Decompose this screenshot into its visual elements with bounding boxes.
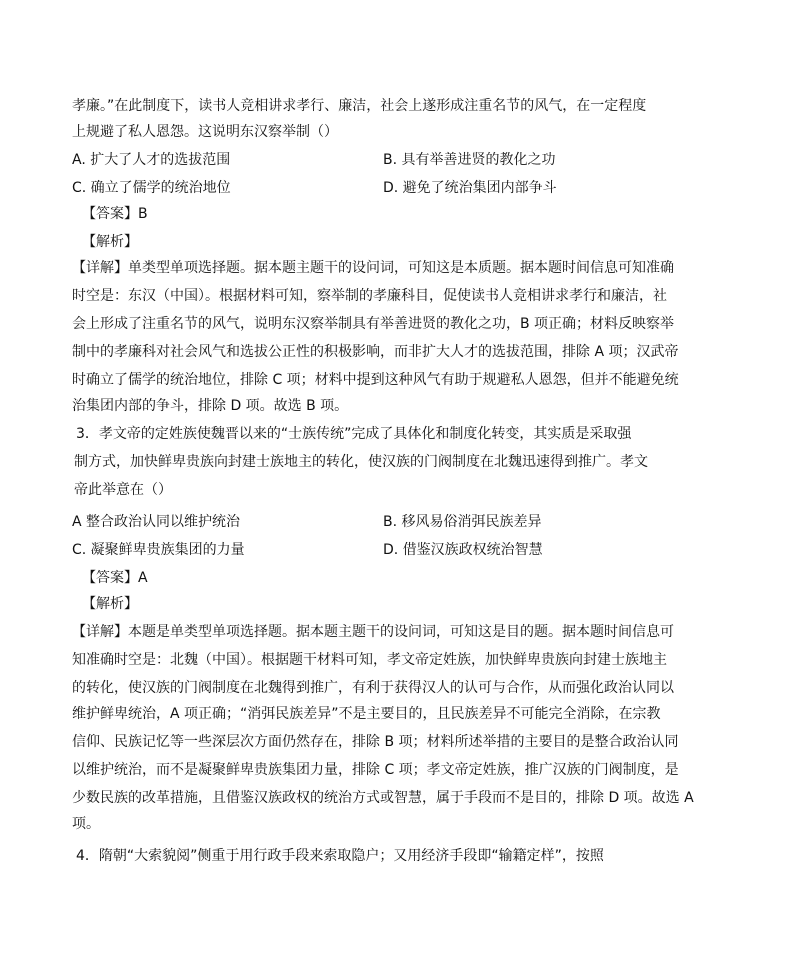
q3-answer: 【答案】A: [82, 570, 148, 586]
q3-detail-line-6: 以维护统治，而不是凝聚鲜卑贵族集团力量，排除 C 项；孝文帝定姓族，推广汉族的门阀制度，是: [72, 762, 679, 778]
q3-stem-line-2: 制方式，加快鲜卑贵族向封建士族地主的转化，使汉族的门阀制度在北魏迅速得到推广。孝文: [74, 454, 648, 470]
q3-detail-line-8: 项。: [72, 816, 100, 832]
q2-detail-line-5: 时确立了儒学的统治地位，排除 C 项；材料中提到这种风气有助于规避私人恩怨，但并不能避免统: [72, 372, 679, 388]
q3-detail-line-3: 的转化，使汉族的门阀制度在北魏得到推广，有利于获得汉人的认可与合作，从而强化政治认同以: [72, 680, 674, 696]
q3-detail-line-4: 维护鲜卑统治，A 项正确；“消弭民族差异”不是主要目的，且民族差异不可能完全消除，在宗教: [72, 706, 661, 722]
q3-detail-line-5: 信仰、民族记忆等一些深层次方面仍然存在，排除 B 项；材料所述举措的主要目的是整合政治认同: [72, 734, 679, 750]
q3-analysis-label: 【解析】: [82, 596, 138, 612]
q2-option-b: B. 具有举善进贤的教化之功: [383, 152, 556, 168]
q2-detail-line-2: 时空是：东汉（中国）。根据材料可知，察举制的孝廉科目，促使读书人竞相讲求孝行和廉洁，社: [72, 288, 667, 304]
q3-detail-line-1: 【详解】本题是单类型单项选择题。据本题主题干的设问词，可知这是目的题。据本题时间信息可: [72, 624, 674, 640]
q3-detail-line-7: 少数民族的改革措施，且借鉴汉族政权的统治方式或智慧，属于手段而不是目的，排除 D 项。故选 A: [72, 790, 694, 806]
q3-option-c: C. 凝聚鲜卑贵族集团的力量: [72, 542, 245, 558]
q2-option-c: C. 确立了儒学的统治地位: [72, 180, 231, 196]
q2-stem-line-1: 孝廉。”在此制度下，读书人竞相讲求孝行、廉洁，社会上遂形成注重名节的风气，在一定程度: [72, 98, 647, 114]
q2-detail-line-6: 治集团内部的争斗，排除 D 项。故选 B 项。: [72, 398, 349, 414]
q3-option-d: D. 借鉴汉族政权统治智慧: [383, 542, 543, 558]
q3-option-b: B. 移风易俗消弭民族差异: [383, 514, 542, 530]
q2-detail-line-1: 【详解】单类型单项选择题。据本题主题干的设问词，可知这是本质题。据本题时间信息可知准确: [72, 260, 674, 276]
q2-detail-line-3: 会上形成了注重名节的风气，说明东汉察举制具有举善进贤的教化之功，B 项正确；材料反映察举: [72, 316, 675, 332]
q3-detail-line-2: 知准确时空是：北魏（中国）。根据题干材料可知，孝文帝定姓族，加快鲜卑贵族向封建士族地主: [72, 652, 667, 668]
q4-stem-line-1: 4．隋朝“大索貌阅”侧重于用行政手段来索取隐户；又用经济手段即“输籍定样”，按照: [76, 848, 604, 864]
q3-stem-line-3: 帝此举意在（）: [74, 482, 172, 498]
q2-answer: 【答案】B: [82, 206, 148, 222]
q2-option-a: A. 扩大了人才的选拔范围: [72, 152, 231, 168]
q2-stem-line-2: 上规避了私人恩怨。这说明东汉察举制（）: [72, 124, 338, 140]
q3-stem-line-1: 3．孝文帝的定姓族使魏晋以来的“士族传统”完成了具体化和制度化转变，其实质是采取强: [76, 426, 632, 442]
q2-analysis-label: 【解析】: [82, 234, 138, 250]
q2-detail-line-4: 制中的孝廉科对社会风气和选拔公正性的积极影响，而非扩大人才的选拔范围，排除 A 项；汉武帝: [72, 344, 679, 360]
q3-option-a: A 整合政治认同以维护统治: [72, 514, 241, 530]
q2-option-d: D. 避免了统治集团内部争斗: [383, 180, 557, 196]
